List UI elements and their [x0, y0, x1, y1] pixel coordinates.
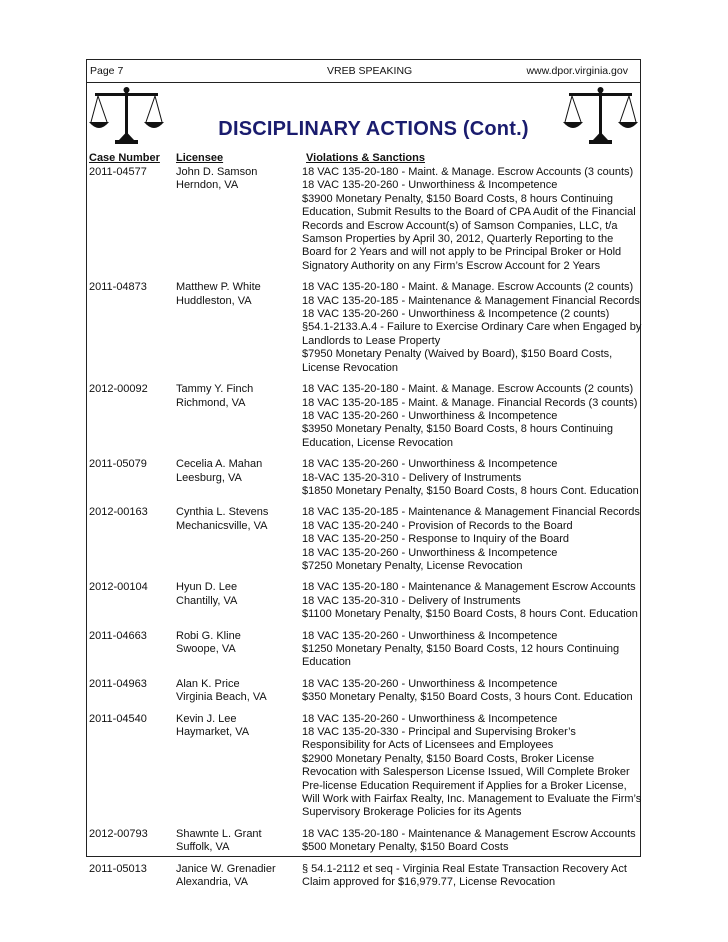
violation-line: 18 VAC 135-20-260 - Unworthiness & Incompetence — [302, 546, 558, 559]
licensee-info — [176, 828, 262, 855]
case-number: 2011-04540 — [89, 712, 147, 725]
violation-line: $1250 Monetary Penalty, $150 Board Costs, 12 hours Continuing — [302, 643, 620, 655]
licensee-name: Robi G. Kline — [176, 629, 241, 642]
violation-line: Samson Properties by April 30, 2012, Quarterly Reporting to the — [302, 233, 614, 246]
violation-line: $1850 Monetary Penalty, $150 Board Costs, 8 hours Cont. Education — [302, 484, 639, 497]
violations-sanctions — [302, 581, 637, 621]
violation-line: Records and Escrow Account(s) of Samson Companies, LLC, t/a — [302, 219, 618, 232]
violation-line: $3950 Monetary Penalty, $150 Board Costs, 8 hours Continuing — [302, 423, 614, 436]
violation-line: $7250 Monetary Penalty, License Revocation — [302, 559, 523, 572]
case-number: 2012-00104 — [89, 581, 148, 594]
case-entry — [87, 166, 640, 273]
case-entry — [87, 506, 640, 573]
violation-line: Claim approved for $16,979.77, License Revocation — [302, 876, 556, 889]
violation-line: 18 VAC 135-20-185 - Maintenance & Management Financial Records — [302, 294, 640, 307]
newsletter-title: VREB SPEAKING — [327, 65, 413, 77]
licensee-location: Virginia Beach, VA — [176, 691, 267, 704]
violations-sanctions — [302, 506, 640, 573]
violation-line: $7950 Monetary Penalty (Waived by Board), $150 Board Costs, — [302, 348, 613, 361]
cases-container — [87, 166, 640, 890]
licensee-name: Alan K. Price — [176, 677, 240, 690]
violation-line: Responsibility for Acts of Licensees and Employees — [302, 739, 554, 752]
violation-line: 18 VAC 135-20-260 - Unworthiness & Incompetence — [302, 712, 558, 725]
licensee-location: Richmond, VA — [176, 396, 246, 409]
licensee-name: Cynthia L. Stevens — [176, 506, 269, 519]
violations-sanctions — [302, 712, 642, 820]
violation-line: 18 VAC 135-20-250 - Response to Inquiry of the Board — [302, 533, 570, 546]
licensee-name: Cecelia A. Mahan — [176, 458, 263, 471]
licensee-location: Herndon, VA — [176, 179, 239, 192]
violation-line: 18 VAC 135-20-260 - Unworthiness & Incompetence — [302, 677, 558, 690]
case-number: 2011-05013 — [89, 862, 147, 875]
case-number: 2011-04663 — [89, 629, 147, 642]
case-number-header: Case Number — [89, 152, 160, 164]
violations-sanctions — [302, 281, 642, 375]
violation-line: 18 VAC 135-20-260 - Unworthiness & Incompetence — [302, 179, 558, 192]
violation-line: 18 VAC 135-20-310 - Delivery of Instruments — [302, 594, 521, 607]
violations-sanctions — [302, 678, 637, 705]
licensee-location: Swoope, VA — [176, 643, 236, 655]
violations-sanctions — [302, 383, 637, 450]
licensee-info — [176, 383, 253, 410]
violation-line: Supervisory Brokerage Policies for its Agents — [302, 806, 522, 819]
licensee-location: Mechanicsville, VA — [176, 519, 268, 532]
case-entry — [87, 458, 640, 498]
case-number: 2012-00092 — [89, 383, 148, 396]
violation-line: 18 VAC 135-20-240 - Provision of Records to the Board — [302, 519, 573, 532]
case-number: 2012-00793 — [89, 827, 148, 840]
licensee-name: Shawnte L. Grant — [176, 827, 262, 840]
licensee-info — [176, 678, 267, 705]
violation-line: 18 VAC 135-20-180 - Maintenance & Management Escrow Accounts — [302, 581, 636, 594]
licensee-name: Janice W. Grenadier — [176, 862, 276, 875]
licensee-info — [176, 713, 249, 740]
violation-line: Signatory Authority on any Firm’s Escrow Account for 2 Years — [302, 259, 601, 272]
case-number: 2012-00163 — [89, 506, 148, 519]
violation-line: § 54.1-2112 et seq - Virginia Real Estate Transaction Recovery Act — [302, 862, 627, 875]
licensee-location: Leesburg, VA — [176, 471, 242, 484]
violation-line: 18 VAC 135-20-260 - Unworthiness & Incompetence (2 counts) — [302, 308, 610, 321]
licensee-name: Matthew P. White — [176, 281, 261, 294]
violation-line: $500 Monetary Penalty, $150 Board Costs — [302, 841, 509, 854]
case-number: 2011-04963 — [89, 677, 147, 690]
case-number: 2011-04873 — [89, 281, 147, 294]
licensee-name: Tammy Y. Finch — [176, 383, 254, 396]
website-url: www.dpor.virginia.gov — [526, 65, 628, 77]
violations-sanctions — [302, 630, 637, 670]
violations-header: Violations & Sanctions — [306, 152, 425, 164]
case-number: 2011-04577 — [89, 166, 147, 178]
section-title: DISCIPLINARY ACTIONS (Cont.) — [218, 118, 529, 140]
licensee-header: Licensee — [176, 152, 224, 164]
violation-line: 18-VAC 135-20-310 - Delivery of Instruments — [302, 471, 522, 484]
licensee-location: Chantilly, VA — [176, 594, 238, 607]
violation-line: Education, Submit Results to the Board of CPA Audit of the Financial — [302, 206, 636, 219]
violation-line: 18 VAC 135-20-185 - Maintenance & Management Financial Records — [302, 506, 640, 519]
case-entry — [87, 828, 640, 855]
violation-line: $3900 Monetary Penalty, $150 Board Costs, 8 hours Continuing — [302, 192, 614, 205]
violation-line: $1100 Monetary Penalty, $150 Board Costs, 8 hours Cont. Education — [302, 608, 638, 621]
licensee-info — [176, 281, 261, 308]
newsletter-header — [87, 60, 640, 83]
case-entry — [87, 863, 640, 890]
licensee-location: Haymarket, VA — [176, 726, 250, 739]
licensee-name: John D. Samson — [176, 166, 258, 178]
licensee-info — [176, 458, 262, 485]
licensee-info — [176, 506, 268, 533]
licensee-info — [176, 863, 276, 890]
licensee-name: Kevin J. Lee — [176, 712, 237, 725]
violation-line: Landlords to Lease Property — [302, 334, 441, 347]
case-entry — [87, 581, 640, 621]
case-entry — [87, 678, 640, 705]
violation-line: 18 VAC 135-20-185 - Maint. & Manage. Financial Records (3 counts) — [302, 396, 638, 409]
licensee-info — [176, 630, 241, 657]
violation-line: 18 VAC 135-20-180 - Maintenance & Management Escrow Accounts — [302, 827, 636, 840]
violations-sanctions — [302, 863, 637, 890]
licensee-info — [176, 581, 237, 608]
violation-line: License Revocation — [302, 361, 399, 374]
violation-line: 18 VAC 135-20-180 - Maint. & Manage. Escrow Accounts (3 counts) — [302, 166, 634, 178]
violations-sanctions — [302, 828, 637, 855]
licensee-name: Hyun D. Lee — [176, 581, 238, 594]
violations-sanctions — [302, 166, 637, 273]
licensee-location: Suffolk, VA — [176, 841, 230, 854]
violation-line: Will Work with Fairfax Realty, Inc. Management to Evaluate the Firm’s — [302, 793, 642, 806]
violation-line: Education, License Revocation — [302, 436, 454, 449]
violation-line: Revocation with Salesperson License Issued, Will Complete Broker — [302, 766, 630, 779]
case-entry — [87, 383, 640, 450]
licensee-location: Alexandria, VA — [176, 876, 248, 889]
case-number: 2011-05079 — [89, 458, 147, 471]
column-headers — [87, 152, 640, 166]
case-entry — [87, 630, 640, 670]
violation-line: 18 VAC 135-20-180 - Maint. & Manage. Escrow Accounts (2 counts) — [302, 383, 634, 396]
violation-line: §54.1-2133.A.4 - Failure to Exercise Ordinary Care when Engaged by — [302, 321, 642, 334]
violation-line: 18 VAC 135-20-260 - Unworthiness & Incompetence — [302, 409, 558, 422]
licensee-info — [176, 166, 257, 193]
violation-line: 18 VAC 135-20-330 - Principal and Supervising Broker’s — [302, 726, 576, 739]
violation-line: Education — [302, 656, 351, 669]
violation-line: Pre-license Education Requirement if Applies for a Broker License, — [302, 779, 627, 792]
violation-line: 18 VAC 135-20-260 - Unworthiness & Incompetence — [302, 629, 558, 642]
violation-line: 18 VAC 135-20-260 - Unworthiness & Incompetence — [302, 458, 558, 471]
violations-sanctions — [302, 458, 637, 498]
case-entry — [87, 713, 640, 820]
violation-line: Board for 2 Years and will not apply to be Principal Broker or Hold — [302, 246, 622, 259]
violation-line: 18 VAC 135-20-180 - Maint. & Manage. Escrow Accounts (2 counts) — [302, 281, 634, 294]
violation-line: $350 Monetary Penalty, $150 Board Costs, 3 hours Cont. Education — [302, 691, 633, 704]
disciplinary-actions-list — [87, 152, 640, 890]
violation-line: $2900 Monetary Penalty, $150 Board Costs, Broker License — [302, 752, 595, 765]
licensee-location: Huddleston, VA — [176, 294, 252, 307]
page-frame — [86, 59, 642, 889]
case-entry — [87, 281, 640, 375]
page-number: Page 7 — [90, 65, 124, 77]
